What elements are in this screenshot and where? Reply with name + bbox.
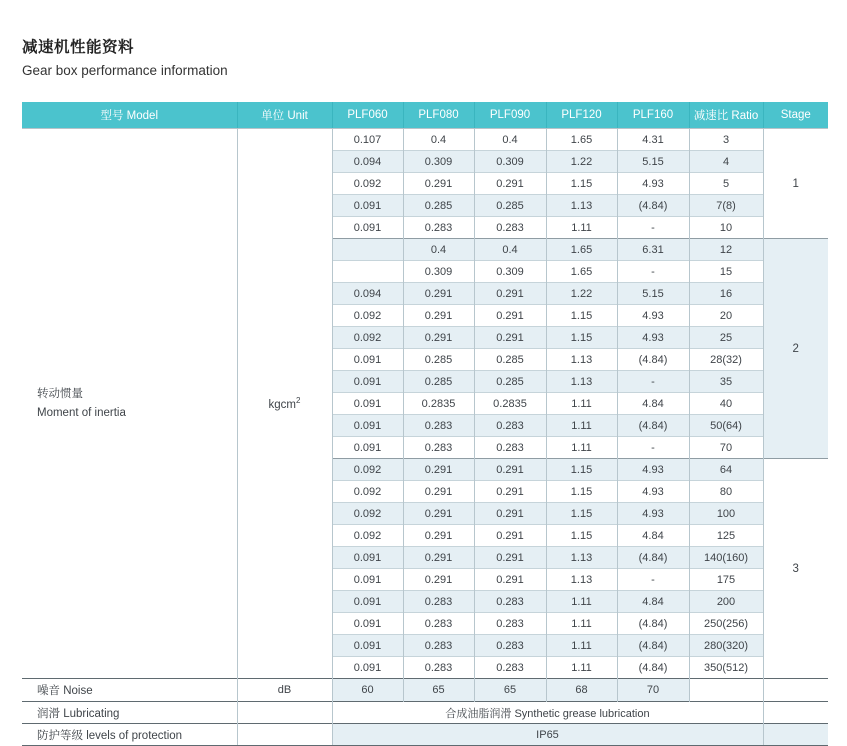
inertia-label-en: Moment of inertia — [37, 406, 126, 419]
value-cell: 0.094 — [332, 283, 403, 305]
value-cell: 0.092 — [332, 305, 403, 327]
value-cell: - — [617, 437, 689, 459]
value-cell: 0.291 — [474, 503, 546, 525]
value-cell: 1.15 — [546, 459, 617, 481]
ratio-cell: 350(512) — [689, 657, 763, 679]
value-cell: 0.291 — [474, 481, 546, 503]
noise-value-cell: 65 — [474, 679, 546, 702]
value-cell: 1.15 — [546, 305, 617, 327]
value-cell: 4.31 — [617, 129, 689, 151]
value-cell: 0.283 — [403, 415, 474, 437]
value-cell: 0.283 — [403, 657, 474, 679]
value-cell: 0.283 — [474, 635, 546, 657]
ratio-cell: 70 — [689, 437, 763, 459]
value-cell: 0.092 — [332, 481, 403, 503]
value-cell: 0.091 — [332, 657, 403, 679]
value-cell: 0.285 — [403, 349, 474, 371]
ratio-cell: 12 — [689, 239, 763, 261]
value-cell: 1.11 — [546, 591, 617, 613]
column-header: 单位 Unit — [237, 102, 332, 129]
value-cell: 0.283 — [403, 591, 474, 613]
value-cell: 4.84 — [617, 393, 689, 415]
ratio-cell: 28(32) — [689, 349, 763, 371]
column-header: 减速比 Ratio — [689, 102, 763, 129]
value-cell: 0.091 — [332, 635, 403, 657]
value-cell: 0.291 — [403, 173, 474, 195]
column-header: Stage — [763, 102, 828, 129]
ratio-cell: 10 — [689, 217, 763, 239]
value-cell: 0.309 — [403, 261, 474, 283]
value-cell: 0.283 — [474, 217, 546, 239]
value-cell: 1.15 — [546, 503, 617, 525]
value-cell: 0.291 — [403, 481, 474, 503]
lubrication-label-cell: 润滑 Lubricating — [22, 702, 237, 724]
value-cell: 0.092 — [332, 459, 403, 481]
column-header: PLF120 — [546, 102, 617, 129]
value-cell: 1.13 — [546, 547, 617, 569]
noise-unit-cell: dB — [237, 679, 332, 702]
value-cell: 0.107 — [332, 129, 403, 151]
ratio-cell: 5 — [689, 173, 763, 195]
value-cell: 0.4 — [474, 129, 546, 151]
value-cell: 1.11 — [546, 613, 617, 635]
value-cell: (4.84) — [617, 613, 689, 635]
unit-superscript: 2 — [296, 396, 301, 406]
gearbox-performance-table — [22, 102, 828, 746]
value-cell: 0.092 — [332, 525, 403, 547]
value-cell: 1.11 — [546, 393, 617, 415]
value-cell: 0.094 — [332, 151, 403, 173]
value-cell: 0.283 — [403, 613, 474, 635]
value-cell: 0.285 — [403, 371, 474, 393]
ratio-cell: 50(64) — [689, 415, 763, 437]
value-cell: 1.65 — [546, 261, 617, 283]
value-cell: 1.22 — [546, 283, 617, 305]
ratio-cell: 175 — [689, 569, 763, 591]
column-header: PLF090 — [474, 102, 546, 129]
ratio-cell: 125 — [689, 525, 763, 547]
protection-row — [22, 724, 828, 746]
value-cell: 0.091 — [332, 591, 403, 613]
value-cell: 1.11 — [546, 415, 617, 437]
value-cell: 1.13 — [546, 569, 617, 591]
stage-cell: 3 — [763, 459, 828, 679]
value-cell: 0.2835 — [474, 393, 546, 415]
value-cell: - — [617, 371, 689, 393]
value-cell: 0.291 — [403, 283, 474, 305]
value-cell: 1.65 — [546, 239, 617, 261]
lubrication-row — [22, 702, 828, 724]
lubrication-value-cell: 合成油脂润滑 Synthetic grease lubrication — [332, 702, 763, 724]
value-cell: (4.84) — [617, 635, 689, 657]
value-cell: 0.285 — [474, 349, 546, 371]
noise-value-cell: 65 — [403, 679, 474, 702]
value-cell: 0.285 — [474, 195, 546, 217]
value-cell: 4.93 — [617, 481, 689, 503]
value-cell: 0.291 — [403, 459, 474, 481]
ratio-cell: 280(320) — [689, 635, 763, 657]
value-cell: 0.283 — [403, 217, 474, 239]
value-cell: 1.65 — [546, 129, 617, 151]
noise-label-cell: 噪音 Noise — [22, 679, 237, 702]
value-cell: 0.283 — [474, 437, 546, 459]
ratio-cell: 7(8) — [689, 195, 763, 217]
inertia-unit-cell — [237, 129, 332, 679]
value-cell: 0.091 — [332, 371, 403, 393]
value-cell: 0.091 — [332, 195, 403, 217]
ratio-cell: 16 — [689, 283, 763, 305]
lubrication-unit-cell — [237, 702, 332, 724]
value-cell: 5.15 — [617, 151, 689, 173]
value-cell: 1.15 — [546, 525, 617, 547]
ratio-cell: 4 — [689, 151, 763, 173]
value-cell: 0.291 — [474, 327, 546, 349]
value-cell: 0.309 — [474, 261, 546, 283]
value-cell: 0.4 — [474, 239, 546, 261]
value-cell: 0.291 — [474, 459, 546, 481]
protection-stage-cell — [763, 724, 828, 746]
value-cell: 0.091 — [332, 393, 403, 415]
noise-row — [22, 679, 828, 702]
ratio-cell: 64 — [689, 459, 763, 481]
noise-value-cell: 68 — [546, 679, 617, 702]
value-cell: 1.15 — [546, 327, 617, 349]
value-cell: 4.84 — [617, 591, 689, 613]
ratio-cell: 25 — [689, 327, 763, 349]
value-cell: 0.092 — [332, 503, 403, 525]
value-cell: 0.091 — [332, 349, 403, 371]
column-header: 型号 Model — [22, 102, 237, 129]
noise-value-cell: 70 — [617, 679, 689, 702]
value-cell — [332, 239, 403, 261]
value-cell: 0.291 — [403, 503, 474, 525]
protection-value-cell: IP65 — [332, 724, 763, 746]
value-cell: 1.11 — [546, 217, 617, 239]
value-cell: 4.93 — [617, 459, 689, 481]
column-header: PLF060 — [332, 102, 403, 129]
value-cell: 0.309 — [403, 151, 474, 173]
value-cell: 4.84 — [617, 525, 689, 547]
value-cell: - — [617, 217, 689, 239]
value-cell: 0.283 — [474, 591, 546, 613]
value-cell: 1.13 — [546, 195, 617, 217]
value-cell: 0.291 — [474, 305, 546, 327]
value-cell: 0.283 — [474, 613, 546, 635]
value-cell: 0.091 — [332, 613, 403, 635]
value-cell: (4.84) — [617, 547, 689, 569]
value-cell: 4.93 — [617, 305, 689, 327]
protection-label-cell: 防护等级 levels of protection — [22, 724, 237, 746]
value-cell: 1.15 — [546, 173, 617, 195]
value-cell: 0.291 — [474, 569, 546, 591]
value-cell: 0.291 — [474, 173, 546, 195]
value-cell — [332, 261, 403, 283]
column-header: PLF080 — [403, 102, 474, 129]
value-cell: 0.291 — [403, 327, 474, 349]
value-cell: 0.291 — [474, 525, 546, 547]
noise-stage-cell — [763, 679, 828, 702]
ratio-cell: 35 — [689, 371, 763, 393]
value-cell: 0.291 — [403, 525, 474, 547]
value-cell: 0.4 — [403, 129, 474, 151]
ratio-cell: 80 — [689, 481, 763, 503]
value-cell: 0.2835 — [403, 393, 474, 415]
value-cell: 1.11 — [546, 657, 617, 679]
page-title-en: Gear box performance information — [22, 63, 228, 78]
value-cell: 5.15 — [617, 283, 689, 305]
ratio-cell: 40 — [689, 393, 763, 415]
noise-ratio-cell — [689, 679, 763, 702]
ratio-cell: 140(160) — [689, 547, 763, 569]
value-cell: 0.283 — [403, 635, 474, 657]
noise-value-cell: 60 — [332, 679, 403, 702]
value-cell: (4.84) — [617, 657, 689, 679]
value-cell: 0.092 — [332, 173, 403, 195]
value-cell: 1.13 — [546, 371, 617, 393]
value-cell: 0.291 — [403, 569, 474, 591]
value-cell: 4.93 — [617, 503, 689, 525]
inertia-label-cell — [22, 129, 237, 679]
value-cell: (4.84) — [617, 415, 689, 437]
stage-cell: 1 — [763, 129, 828, 239]
value-cell: 0.283 — [474, 415, 546, 437]
ratio-cell: 20 — [689, 305, 763, 327]
value-cell: 6.31 — [617, 239, 689, 261]
value-cell: (4.84) — [617, 195, 689, 217]
value-cell: 0.091 — [332, 415, 403, 437]
value-cell: 1.13 — [546, 349, 617, 371]
inertia-label-zh: 转动惯量 — [37, 388, 83, 401]
value-cell: 0.283 — [403, 437, 474, 459]
value-cell: 0.283 — [474, 657, 546, 679]
table-body — [22, 129, 828, 746]
value-cell: - — [617, 569, 689, 591]
ratio-cell: 200 — [689, 591, 763, 613]
value-cell: 0.291 — [403, 547, 474, 569]
ratio-cell: 15 — [689, 261, 763, 283]
stage-cell: 2 — [763, 239, 828, 459]
value-cell: 1.15 — [546, 481, 617, 503]
unit-text: kgcm — [268, 398, 297, 411]
value-cell: 0.285 — [474, 371, 546, 393]
ratio-cell: 250(256) — [689, 613, 763, 635]
value-cell: 0.285 — [403, 195, 474, 217]
value-cell: 1.11 — [546, 635, 617, 657]
header-row — [22, 102, 828, 129]
value-cell: 0.091 — [332, 547, 403, 569]
protection-unit-cell — [237, 724, 332, 746]
value-cell: 4.93 — [617, 327, 689, 349]
value-cell: (4.84) — [617, 349, 689, 371]
value-cell: 0.4 — [403, 239, 474, 261]
value-cell: 0.291 — [403, 305, 474, 327]
value-cell: 0.291 — [474, 283, 546, 305]
page-title-zh: 减速机性能资料 — [22, 39, 135, 56]
value-cell: 1.11 — [546, 437, 617, 459]
value-cell: 0.091 — [332, 217, 403, 239]
value-cell: 0.091 — [332, 569, 403, 591]
value-cell: - — [617, 261, 689, 283]
value-cell: 0.091 — [332, 437, 403, 459]
lubrication-stage-cell — [763, 702, 828, 724]
value-cell: 1.22 — [546, 151, 617, 173]
value-cell: 0.092 — [332, 327, 403, 349]
ratio-cell: 100 — [689, 503, 763, 525]
value-cell: 0.309 — [474, 151, 546, 173]
table-row — [22, 129, 828, 151]
ratio-cell: 3 — [689, 129, 763, 151]
value-cell: 4.93 — [617, 173, 689, 195]
column-header: PLF160 — [617, 102, 689, 129]
value-cell: 0.291 — [474, 547, 546, 569]
